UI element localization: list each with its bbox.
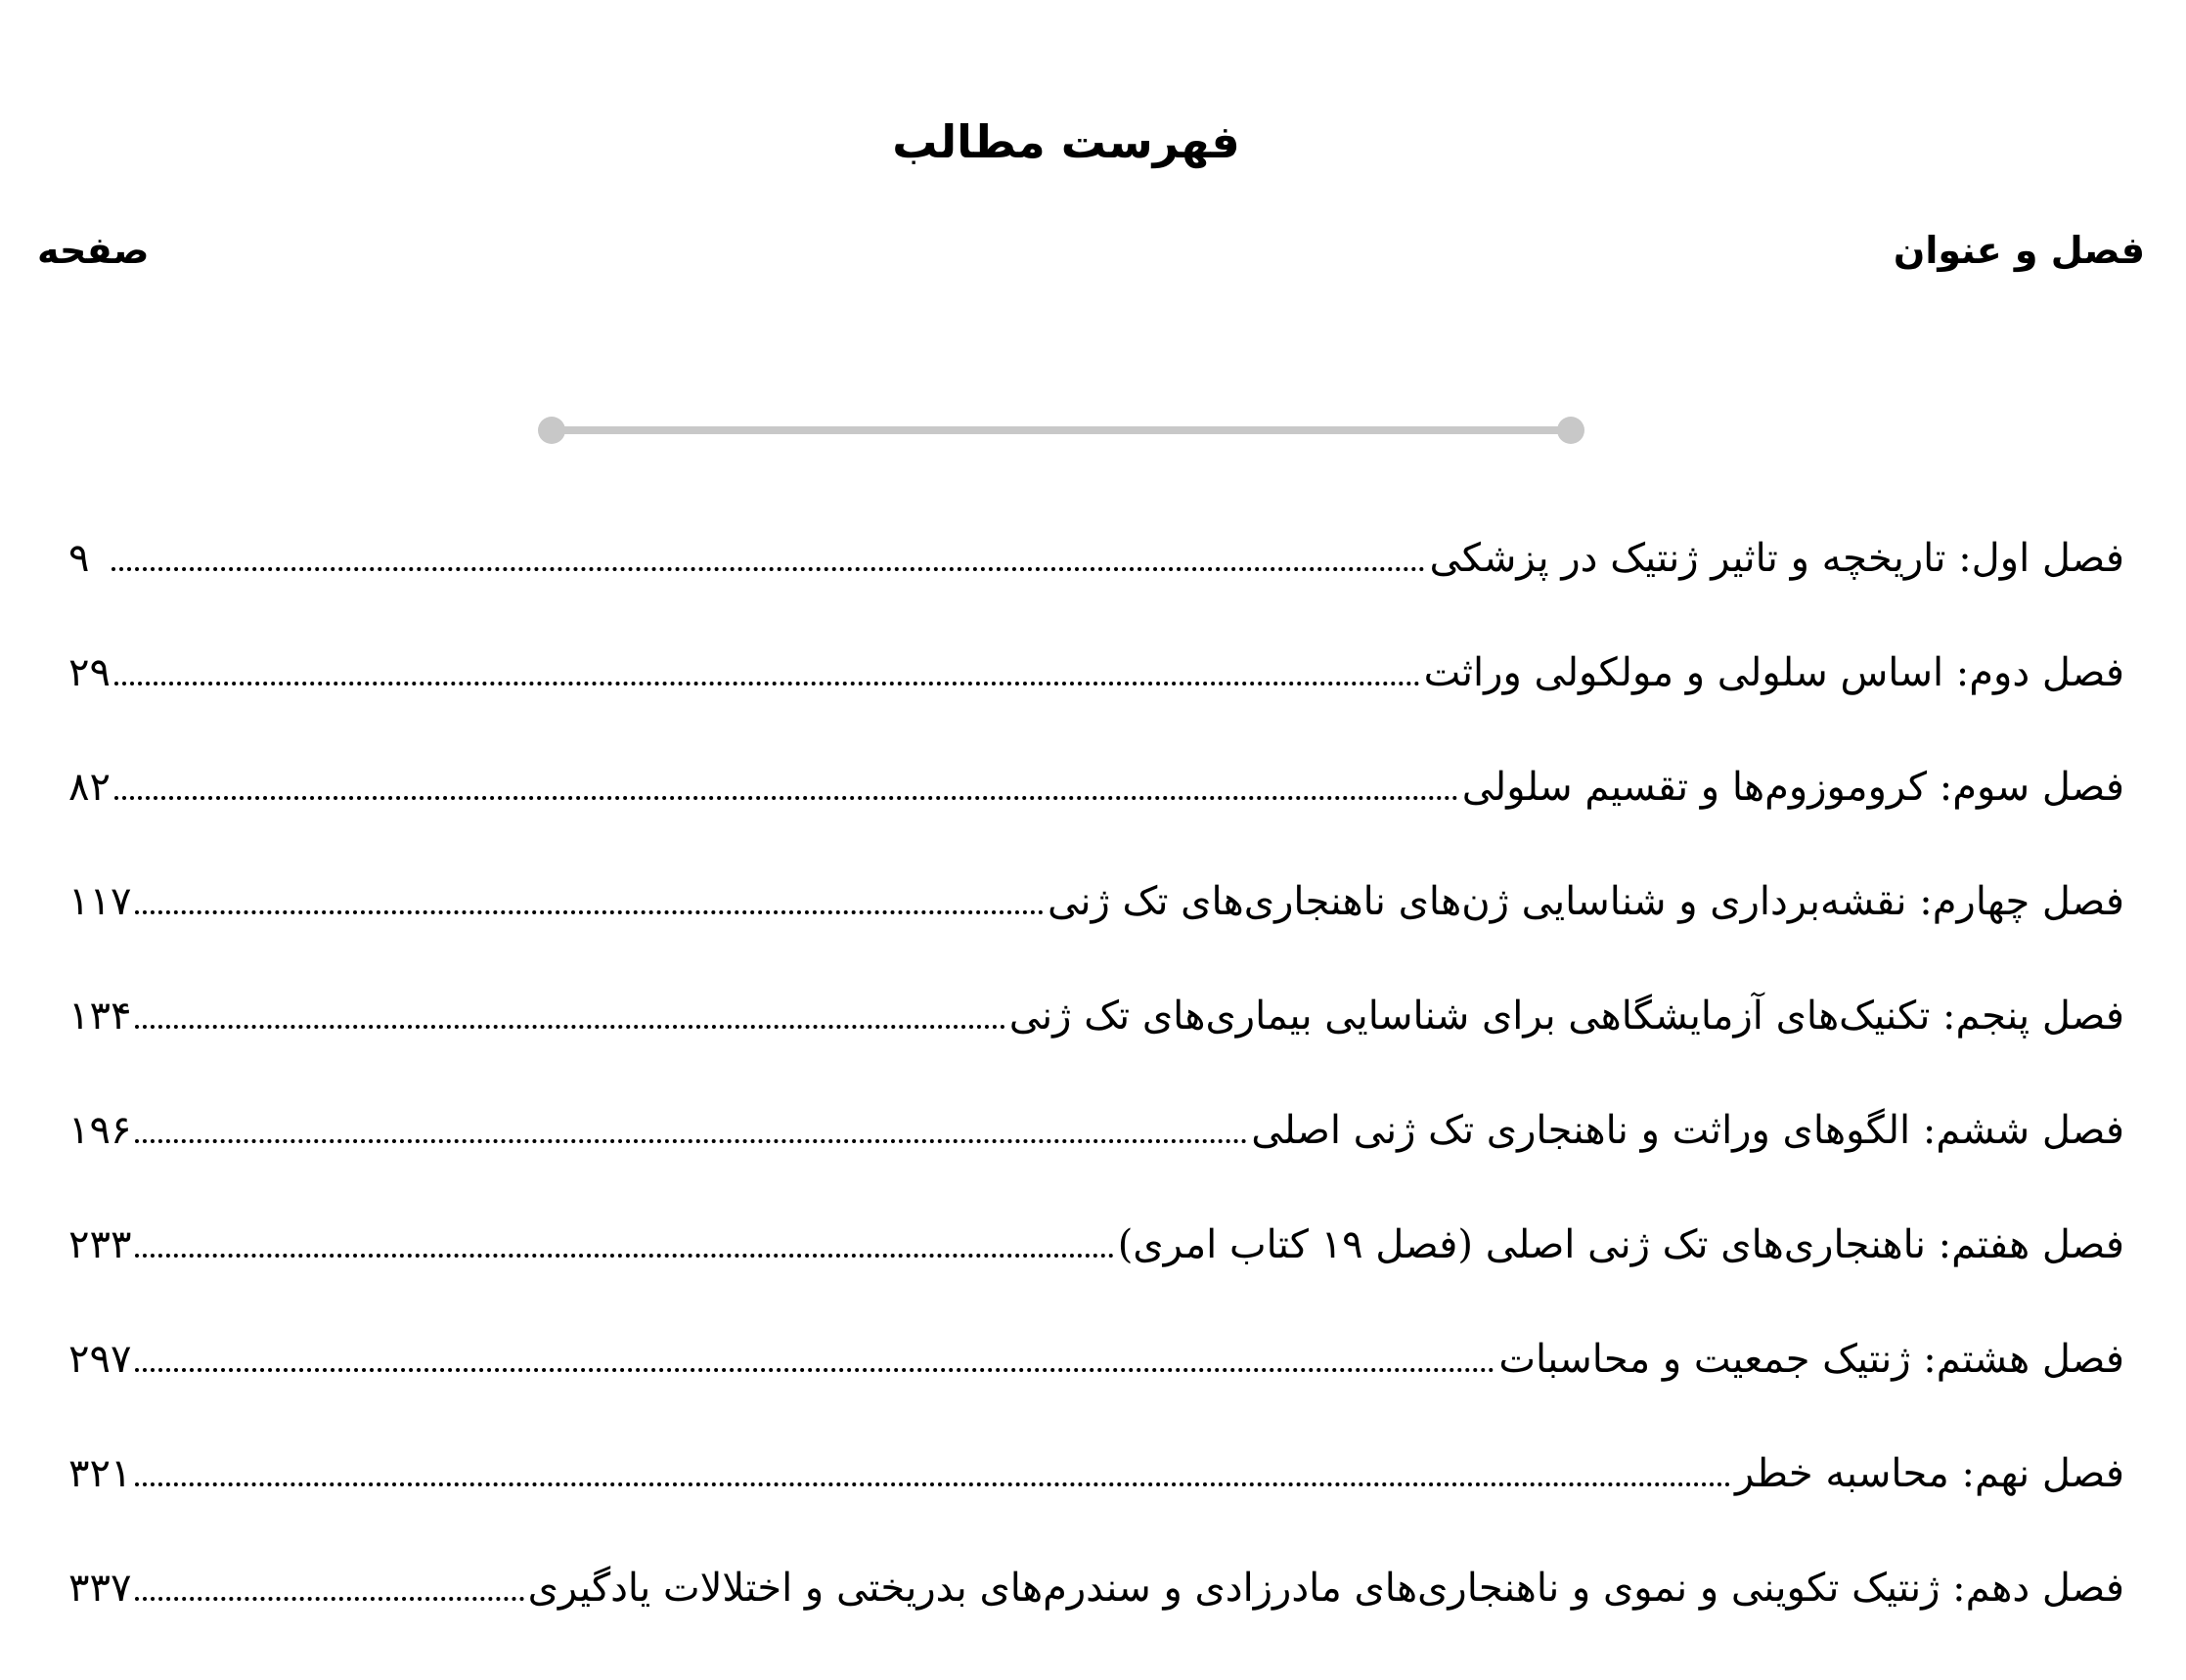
divider-left-dot (538, 417, 565, 444)
toc-entry-page: ۲۳۳ (68, 1222, 132, 1267)
toc-entry-title: فصل پنجم: تکنیک‌های آزمایشگاهی برای شناسایی بیماری‌های تک ژنی (1008, 994, 2124, 1039)
toc-dot-leader (135, 1139, 1247, 1143)
toc-entry-9[interactable] (68, 1451, 2124, 1566)
toc-entry-page: ۲۹ (68, 650, 111, 695)
toc-entry-2[interactable] (68, 650, 2124, 765)
toc-entry-6[interactable] (68, 1108, 2124, 1222)
toc-entry-title: فصل دوم: اساس سلولی و مولکولی وراثت (1423, 650, 2124, 695)
toc-entry-title: فصل ششم: الگوهای وراثت و ناهنجاری تک ژنی اصلی (1251, 1108, 2124, 1153)
toc-entry-page: ۹ (68, 536, 90, 581)
toc-entry-page: ۳۳۷ (68, 1566, 132, 1611)
toc-dot-leader (114, 682, 1420, 685)
toc-entry-page: ۳۲۱ (68, 1451, 132, 1496)
toc-entry-3[interactable] (68, 765, 2124, 879)
toc-dot-leader (112, 567, 1425, 571)
toc-dot-leader (135, 910, 1044, 914)
divider-right-dot (1557, 417, 1584, 444)
toc-entry-10[interactable] (68, 1566, 2124, 1680)
toc-dot-leader (135, 1025, 1004, 1029)
toc-entry-title: فصل نهم: محاسبه خطر (1735, 1451, 2124, 1496)
toc-entry-page: ۱۱۷ (68, 879, 132, 924)
toc-entry-8[interactable] (68, 1337, 2124, 1451)
column-header-page: صفحه (37, 229, 150, 272)
decorative-divider (538, 417, 1584, 444)
toc-entry-title: فصل هفتم: ناهنجاری‌های تک ژنی اصلی (فصل ۱۹ کتاب امری) (1117, 1222, 2124, 1267)
toc-entry-page: ۱۹۶ (68, 1108, 132, 1153)
toc-dot-leader (135, 1597, 523, 1601)
toc-dot-leader (114, 796, 1458, 800)
toc-entry-7[interactable] (68, 1222, 2124, 1337)
toc-entry-page: ۱۳۴ (68, 994, 132, 1039)
column-header-chapter-title: فصل و عنوان (1893, 229, 2145, 272)
toc-entry-5[interactable] (68, 994, 2124, 1108)
toc-entry-title: فصل دهم: ژنتیک تکوینی و نموی و ناهنجاری‌های مادرزادی و سندرم‌های بدریختی و اختلالات یادگیری (527, 1566, 2124, 1611)
table-of-contents (68, 536, 2124, 1680)
toc-entry-4[interactable] (68, 879, 2124, 994)
toc-dot-leader (135, 1368, 1495, 1372)
toc-dot-leader (135, 1254, 1113, 1258)
page-title: فهرست مطالب (892, 115, 1240, 168)
toc-entry-page: ۲۹۷ (68, 1337, 132, 1382)
toc-entry-title: فصل چهارم: نقشه‌برداری و شناسایی ژن‌های ناهنجاری‌های تک ژنی (1048, 879, 2124, 924)
toc-entry-title: فصل سوم: کروموزوم‌ها و تقسیم سلولی (1461, 765, 2124, 810)
toc-entry-title: فصل اول: تاریخچه و تاثیر ژنتیک در پزشکی (1429, 536, 2124, 581)
toc-entry-page: ۸۲ (68, 765, 111, 810)
toc-dot-leader (135, 1482, 1731, 1486)
toc-entry-title: فصل هشتم: ژنتیک جمعیت و محاسبات (1498, 1337, 2124, 1382)
toc-entry-1[interactable] (68, 536, 2124, 650)
